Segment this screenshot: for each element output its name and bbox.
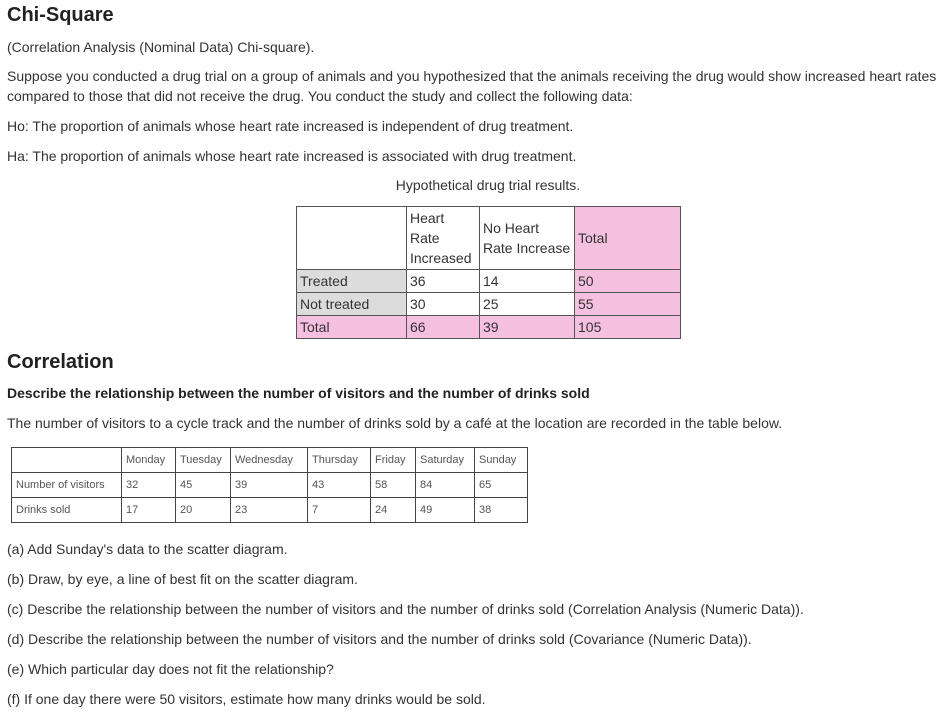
question-a: (a) Add Sunday's data to the scatter diagram. — [7, 541, 288, 557]
table-cell: 58 — [371, 473, 416, 498]
table-cell: 45 — [176, 473, 231, 498]
table-cell: 23 — [231, 498, 308, 523]
table-cell: 25 — [480, 293, 575, 316]
table-cell: 55 — [575, 293, 681, 316]
question-e: (e) Which particular day does not fit the relationship? — [7, 661, 334, 677]
table-cell: 32 — [122, 473, 176, 498]
row-label: Number of visitors — [12, 473, 122, 498]
table-row — [297, 316, 681, 339]
row-label: Total — [297, 316, 407, 339]
table-header-cell: Tuesday — [176, 448, 231, 473]
table-row — [297, 270, 681, 293]
table-cell: 84 — [416, 473, 475, 498]
table-cell: 24 — [371, 498, 416, 523]
question-d: (d) Describe the relationship between the number of visitors and the number of drinks sold (Covariance (Numeric Data)). — [7, 631, 752, 647]
table-header-cell: Saturday — [416, 448, 475, 473]
chi-square-title: Chi-Square — [7, 4, 114, 26]
table-header-cell: Heart Rate Increased — [407, 207, 480, 270]
table-cell: 39 — [480, 316, 575, 339]
table-row — [12, 473, 528, 498]
table-header-cell: Friday — [371, 448, 416, 473]
table-cell: 14 — [480, 270, 575, 293]
correlation-title: Correlation — [7, 351, 114, 373]
table-header-cell — [12, 448, 122, 473]
table-header-cell: Thursday — [308, 448, 371, 473]
row-label: Drinks sold — [12, 498, 122, 523]
table-cell: 43 — [308, 473, 371, 498]
question-b: (b) Draw, by eye, a line of best fit on the scatter diagram. — [7, 571, 358, 587]
null-hypothesis: Ho: The proportion of animals whose heart rate increased is independent of drug treatment. — [7, 118, 574, 134]
table-row — [12, 498, 528, 523]
question-f: (f) If one day there were 50 visitors, estimate how many drinks would be sold. — [7, 691, 486, 707]
table-cell: 39 — [231, 473, 308, 498]
table-caption: Hypothetical drug trial results. — [395, 177, 581, 193]
table-cell: 50 — [575, 270, 681, 293]
table-cell: 105 — [575, 316, 681, 339]
question-c: (c) Describe the relationship between the number of visitors and the number of drinks sold (Correlation Analysis (Numeric Data)). — [7, 601, 804, 617]
correlation-subheading: Describe the relationship between the number of visitors and the number of drinks sold — [7, 385, 590, 401]
table-header-cell: Wednesday — [231, 448, 308, 473]
table-cell: 17 — [122, 498, 176, 523]
drug-trial-table — [296, 206, 681, 339]
table-header-row — [297, 207, 681, 270]
chi-square-intro: Suppose you conducted a drug trial on a group of animals and you hypothesized that the animals receiving the drug would show increased heart rates compared to those that did not receive the drug. You conduct the study and collect the following data: — [7, 68, 937, 104]
table-header-row — [12, 448, 528, 473]
table-cell: 49 — [416, 498, 475, 523]
table-cell: 7 — [308, 498, 371, 523]
table-cell: 36 — [407, 270, 480, 293]
row-label: Not treated — [297, 293, 407, 316]
table-cell: 38 — [475, 498, 528, 523]
table-header-cell: Monday — [122, 448, 176, 473]
alternative-hypothesis: Ha: The proportion of animals whose heart rate increased is associated with drug treatment. — [7, 148, 577, 164]
row-label: Treated — [297, 270, 407, 293]
visitors-drinks-table — [11, 447, 528, 523]
chi-square-subtitle: (Correlation Analysis (Nominal Data) Chi-square). — [7, 39, 315, 55]
table-header-cell: Sunday — [475, 448, 528, 473]
table-cell: 65 — [475, 473, 528, 498]
table-cell: 30 — [407, 293, 480, 316]
table-row — [297, 293, 681, 316]
table-cell: 20 — [176, 498, 231, 523]
table-header-cell — [297, 207, 407, 270]
table-header-cell: Total — [575, 207, 681, 270]
table-header-cell: No Heart Rate Increase — [480, 207, 575, 270]
table-cell: 66 — [407, 316, 480, 339]
correlation-intro: The number of visitors to a cycle track and the number of drinks sold by a café at the location are recorded in the table below. — [7, 415, 783, 431]
